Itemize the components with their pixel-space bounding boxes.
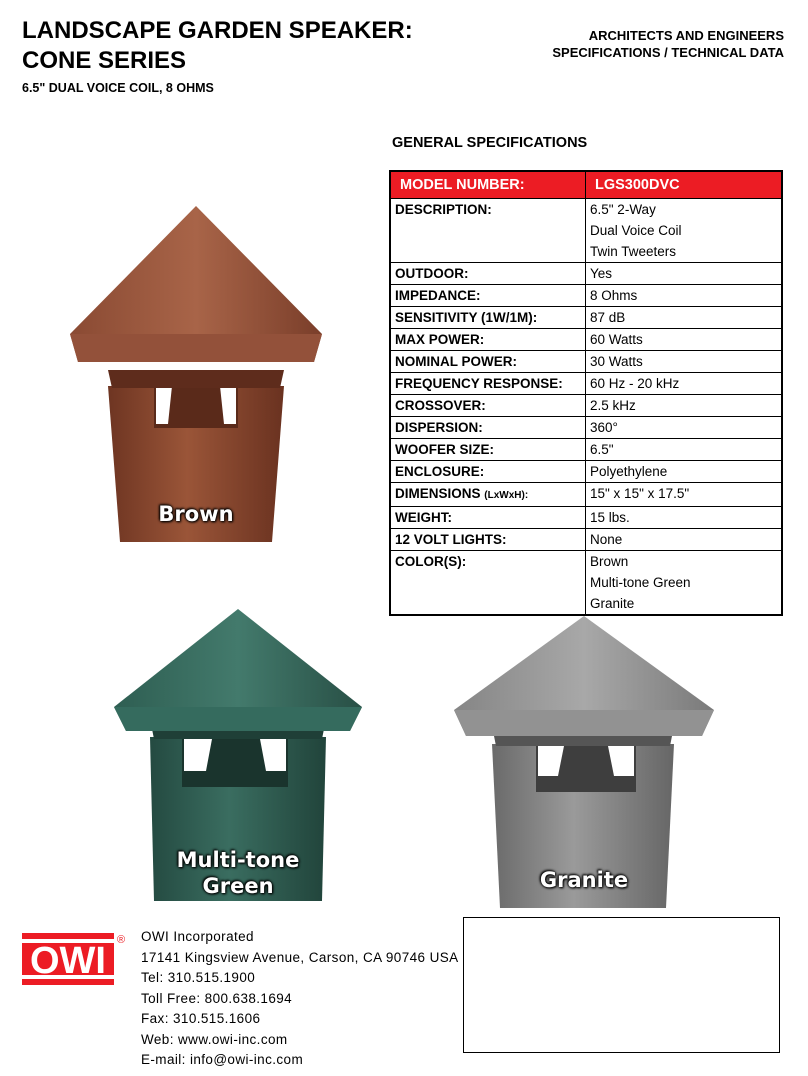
spec-row-outdoor <box>390 263 782 285</box>
color-option: Multi-tone Green <box>590 575 691 590</box>
spec-value: 60 Hz - 20 kHz <box>586 373 783 395</box>
spec-row-max-power <box>390 329 782 351</box>
owi-logo <box>22 929 126 993</box>
spec-value: 6.5" <box>586 439 783 461</box>
green-label-line-1: Multi-tone <box>176 848 300 872</box>
spec-label: WOOFER SIZE: <box>390 439 586 461</box>
header-right-line-1: ARCHITECTS AND ENGINEERS <box>588 28 784 43</box>
spec-value: None <box>586 529 783 551</box>
color-option: Brown <box>590 554 629 569</box>
spec-label: 12 VOLT LIGHTS: <box>390 529 586 551</box>
green-label-line-2: Green <box>202 874 274 898</box>
spec-row-sensitivity <box>390 307 782 329</box>
spec-row-nominal-power <box>390 351 782 373</box>
spec-value: 30 Watts <box>586 351 783 373</box>
spec-row-weight <box>390 507 782 529</box>
spec-row-colors <box>390 551 782 616</box>
spec-label: DISPERSION: <box>390 417 586 439</box>
spec-row-model <box>390 171 782 199</box>
spec-label: SENSITIVITY (1W/1M): <box>390 307 586 329</box>
brown-label: Brown <box>158 502 234 526</box>
spec-label: MAX POWER: <box>390 329 586 351</box>
page-title <box>22 16 413 76</box>
company-web[interactable]: Web: www.owi-inc.com <box>141 1031 288 1047</box>
speaker-illustration <box>68 196 324 542</box>
header-right <box>552 27 784 61</box>
spec-label: CROSSOVER: <box>390 395 586 417</box>
spec-label: MODEL NUMBER: <box>390 171 586 199</box>
title-line-1: LANDSCAPE GARDEN SPEAKER: <box>22 17 413 44</box>
spec-row-crossover <box>390 395 782 417</box>
spec-label <box>390 483 586 507</box>
color-option: Granite <box>590 596 635 611</box>
spec-value: 8 Ohms <box>586 285 783 307</box>
granite-label: Granite <box>539 868 629 892</box>
description-line: 6.5" 2-Way <box>590 202 656 217</box>
spec-value: 87 dB <box>586 307 783 329</box>
speaker-illustration <box>452 614 716 908</box>
company-email[interactable]: E-mail: info@owi-inc.com <box>141 1052 304 1067</box>
spec-table <box>389 170 783 616</box>
spec-row-woofer <box>390 439 782 461</box>
description-line: Twin Tweeters <box>590 244 677 259</box>
spec-label: NOMINAL POWER: <box>390 351 586 373</box>
logo-text: OWI <box>30 940 106 982</box>
subtitle: 6.5" DUAL VOICE COIL, 8 OHMS <box>22 81 214 95</box>
company-fax: Fax: 310.515.1606 <box>141 1011 261 1026</box>
spec-value <box>586 551 783 616</box>
dimensions-label: DIMENSIONS <box>395 486 481 501</box>
spec-value <box>586 199 783 263</box>
spec-row-dispersion <box>390 417 782 439</box>
notes-box <box>463 917 780 1053</box>
spec-label: OUTDOOR: <box>390 263 586 285</box>
company-info <box>141 927 459 1071</box>
spec-value: 2.5 kHz <box>586 395 783 417</box>
header-right-line-2: SPECIFICATIONS / TECHNICAL DATA <box>552 45 784 60</box>
spec-row-frequency <box>390 373 782 395</box>
company-tel: Tel: 310.515.1900 <box>141 970 256 985</box>
spec-value: 15 lbs. <box>586 507 783 529</box>
specs-heading: GENERAL SPECIFICATIONS <box>392 135 588 151</box>
spec-value: 360° <box>586 417 783 439</box>
title-line-2: CONE SERIES <box>22 47 187 74</box>
spec-label: ENCLOSURE: <box>390 461 586 483</box>
spec-value: Yes <box>586 263 783 285</box>
company-name: OWI Incorporated <box>141 929 254 944</box>
spec-row-description <box>390 199 782 263</box>
company-toll-free: Toll Free: 800.638.1694 <box>141 990 293 1006</box>
description-line: Dual Voice Coil <box>590 223 682 238</box>
spec-value: LGS300DVC <box>586 171 783 199</box>
granite-speaker-photo <box>452 614 716 908</box>
spec-row-lights <box>390 529 782 551</box>
brown-speaker-photo <box>68 196 324 542</box>
spec-value: Polyethylene <box>586 461 783 483</box>
green-label <box>112 847 364 899</box>
spec-row-dimensions <box>390 483 782 507</box>
owi-logo-mark <box>22 929 126 993</box>
registered-mark: ® <box>116 934 126 946</box>
spec-value: 15" x 15" x 17.5" <box>586 483 783 507</box>
spec-label: DESCRIPTION: <box>390 199 586 263</box>
spec-row-impedance <box>390 285 782 307</box>
green-speaker-photo <box>112 607 364 901</box>
spec-label: COLOR(S): <box>390 551 586 616</box>
company-address: 17141 Kingsview Avenue, Carson, CA 90746 USA <box>141 949 459 965</box>
spec-label: IMPEDANCE: <box>390 285 586 307</box>
spec-row-enclosure <box>390 461 782 483</box>
spec-value: 60 Watts <box>586 329 783 351</box>
spec-label: WEIGHT: <box>390 507 586 529</box>
dimensions-sub-label: (LxWxH): <box>484 490 529 501</box>
spec-label: FREQUENCY RESPONSE: <box>390 373 586 395</box>
